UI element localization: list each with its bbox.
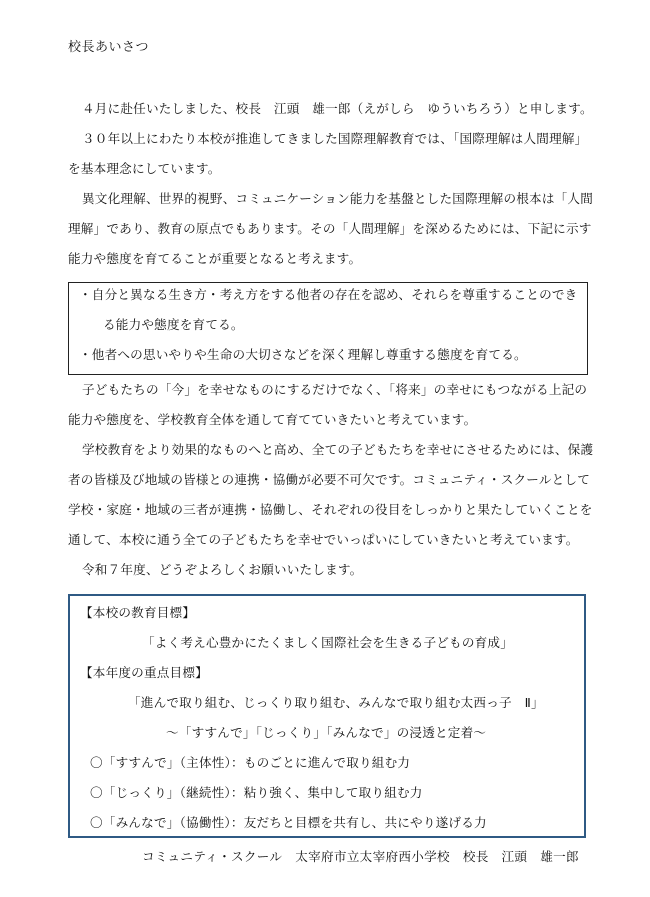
paragraph-line: 異文化理解、世界的視野、コミュニケーション能力を基盤とした国際理解の根本は「人間 [82, 191, 593, 206]
signature: コミュニティ・スクール 太宰府市立太宰府西小学校 校長 江頭 雄一郎 [142, 849, 579, 864]
bullet-line: る能力や態度を育てる。 [103, 317, 244, 332]
focus-item: 〇「みんなで」（協働性）：友だちと目標を共有し、共にやり遂げる力 [90, 815, 487, 830]
paragraph-line: 理解」であり、教育の原点でもあります。その「人間理解」を深めるためには、下記に示す [68, 221, 592, 236]
goals-heading: 【本校の教育目標】 [80, 605, 196, 620]
paragraph-line: ３０年以上にわたり本校が推進してきました国際理解教育では、「国際理解は人間理解」 [82, 131, 588, 146]
paragraph-line: 子どもたちの「今」を幸せなものにするだけでなく、「将来」の幸せにもつながる上記の [82, 382, 588, 397]
school-goal: 「よく考え心豊かにたくましく国際社会を生きる子どもの育成」 [142, 635, 514, 650]
goals-box [68, 594, 586, 838]
bullet-line: ・他者への思いやりや生命の大切さなどを深く理解し尊重する態度を育てる。 [79, 347, 527, 362]
paragraph-line: 通して、本校に通う全ての子どもたちを幸せでいっぱいにしていきたいと考えています。 [68, 532, 579, 547]
paragraph-line: 者の皆様及び地域の皆様との連携・協働が必要不可欠です。コミュニティ・スクールとして [68, 472, 591, 487]
bullet-box [68, 282, 588, 375]
focus-item: 〇「じっくり」（継続性）：粘り強く、集中して取り組む力 [90, 785, 423, 800]
focus-goal: 「進んで取り組む、じっくり取り組む、みんなで取り組む太西っ子 Ⅱ」 [128, 695, 544, 710]
paragraph-line: 学校教育をより効果的なものへと高め、全ての子どもたちを幸せにさせるためには、保護 [82, 442, 594, 457]
greeting-body [68, 98, 594, 589]
page-title: 校長あいさつ [68, 40, 150, 55]
paragraph-line: を基本理念にしています。 [68, 161, 221, 176]
focus-item: 〇「すすんで」（主体性）：ものごとに進んで取り組む力 [90, 755, 411, 770]
focus-subtitle: ～「すすんで」「じっくり」「みんなで」の浸透と定着～ [166, 725, 487, 740]
paragraph-line: ４月に赴任いたしました、校長 江頭 雄一郎（えがしら ゆういちろう）と申します。 [82, 101, 593, 116]
focus-heading: 【本年度の重点目標】 [80, 665, 208, 680]
paragraph-line: 能力や態度を育てることが重要となると考えます。 [68, 251, 362, 266]
paragraph-line: 学校・家庭・地域の三者が連携・協働し、それぞれの役目をしっかりと果たしていくことを [68, 502, 593, 517]
paragraph-line: 令和７年度、どうぞよろしくお願いいたします。 [82, 562, 363, 577]
paragraph-line: 能力や態度を、学校教育全体を通して育てていきたいと考えています。 [68, 412, 477, 427]
bullet-line: ・自分と異なる生き方・考え方をする他者の存在を認め、それらを尊重することのでき [79, 287, 578, 302]
